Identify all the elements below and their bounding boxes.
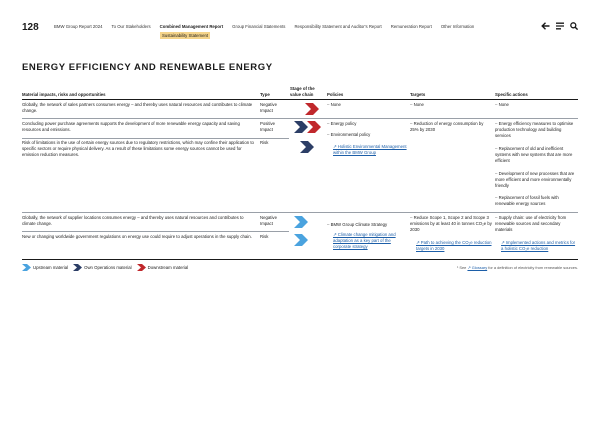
impact-sales-partners: Globally, the network of sales partners consumes energy – and thereby uses natural resources and contributes to climate change. (22, 102, 253, 114)
impact-regulations: New or changing worldwide government regulations on energy use could require to adjust operations in the supply chain. (22, 234, 252, 239)
type-positive: Positive Impact (260, 121, 276, 133)
upstream-arrow-icon (22, 264, 31, 271)
row-divider (22, 138, 289, 139)
action-new-processes: – Development of new processes that are more efficient and more environmentally friendly (495, 171, 578, 190)
main-nav (54, 24, 483, 29)
col-type: Type (260, 91, 270, 97)
value-chain-legend (22, 264, 191, 271)
impact-energy-limitations: Risk of limitations in the use of certain energy sources due to regulatory restrictions, which may confine their application to specific sectors or require physical delivery. As a result of these limitations some energy sources cannot be used for emission reduction measures. (22, 140, 254, 158)
footnote-suffix: for a definition of electricity from renewable sources. (488, 265, 578, 270)
action-supply-chain: – Supply chain: use of electricity from renewable sources and secondary materials (495, 215, 578, 234)
value-chain-own-operations-icon (292, 141, 322, 153)
target-none: – None (410, 102, 492, 108)
top-bar (22, 20, 578, 40)
policy-energy: – Energy policy (327, 121, 407, 127)
target-emission-reduction: – Reduce Scope 1, Scope 2 and Scope 3 emissions by at least 40 in tonnes CO₂e by 2030 (410, 215, 492, 234)
type-risk: Risk (260, 140, 269, 145)
impact-power-purchase: Concluding power purchase agreements supports the development of more renewable energy capacity and saving resources and emissions. (22, 121, 240, 133)
col-policies: Policies (327, 91, 344, 97)
col-impacts: Material impacts, risks and opportunities (22, 91, 106, 97)
row-divider (22, 212, 578, 213)
impact-supplier-locations: Globally, the network of supplier locations consumes energy – and thereby uses natural resources and contributes to climate change. (22, 215, 244, 227)
menu-icon[interactable] (556, 22, 564, 30)
page-number: 128 (22, 22, 39, 33)
legend-own (73, 264, 132, 271)
back-arrow-icon[interactable] (541, 22, 550, 30)
row-divider (22, 231, 289, 232)
row-divider (22, 118, 578, 119)
footnote-prefix: ¹ See (457, 265, 467, 270)
nav-management-report[interactable]: Combined Management Report (159, 24, 224, 29)
own-operations-arrow-icon (73, 264, 82, 271)
col-stage: Stage of the value chain (290, 86, 315, 97)
action-none: – None (495, 102, 578, 108)
value-chain-own-operations-icon (292, 121, 322, 133)
value-chain-upstream-icon (292, 216, 322, 228)
policy-none: – None (327, 102, 407, 108)
action-renewable-energy: – Replacement of fossil fuels with renewable energy sources (495, 195, 578, 207)
policy-environmental: – Environmental policy (327, 132, 407, 138)
link-co2e-actions[interactable]: ↗ Implemented actions and metrics for a holistic CO₂e reduction (501, 240, 576, 252)
header-icons (541, 22, 578, 30)
nav-report[interactable]: BMW Group Report 2024 (54, 24, 103, 29)
type-negative: Negative Impact (260, 102, 277, 114)
search-icon[interactable] (570, 22, 578, 30)
page-title: ENERGY EFFICIENCY AND RENEWABLE ENERGY (22, 62, 273, 73)
legend-upstream (22, 264, 68, 271)
legend-downstream-label: Downstream material (147, 265, 189, 270)
downstream-arrow-icon (137, 264, 146, 271)
nav-responsibility-statement[interactable]: Responsibility Statement and Auditor's Report (294, 24, 382, 29)
action-replace-systems: – Replacement of old and inefficient systems with new systems that are more efficient (495, 146, 578, 165)
table-bottom-rule (22, 259, 578, 260)
col-actions: Specific actions (495, 91, 528, 97)
type-risk: Risk (260, 234, 269, 239)
legend-downstream (137, 264, 189, 271)
table-header (22, 83, 578, 100)
impacts-table (22, 83, 578, 252)
policy-climate-strategy: – BMW Group Climate Strategy (327, 222, 407, 228)
glossary-link[interactable]: ↗ Glossary (467, 265, 488, 270)
legend-upstream-label: Upstream material (33, 265, 69, 270)
action-efficiency-measures: – Energy efficiency measures to optimise production technology and building services (495, 121, 578, 140)
link-climate-mitigation[interactable]: ↗ Climate change mitigation and adaptation as a key part of the corporate strategy (333, 232, 396, 250)
nav-remuneration[interactable]: Remuneration Report (390, 24, 432, 29)
legend-own-label: Own Operations material (84, 265, 132, 270)
nav-stakeholders[interactable]: To Our Stakeholders (111, 24, 151, 29)
subnav-sustainability-statement[interactable]: Sustainability Statement (162, 33, 209, 38)
nav-financial-statements[interactable]: Group Financial Statements (232, 24, 286, 29)
link-environmental-management[interactable]: ↗ Holistic Environmental Management within the BMW Group (333, 144, 407, 156)
value-chain-upstream-icon (292, 234, 322, 246)
link-co2e-path[interactable]: ↗ Path to achieving the CO₂e reduction targets in 2030 (416, 240, 492, 252)
footnote (457, 265, 578, 270)
value-chain-downstream-icon (292, 103, 322, 115)
type-negative: Negative Impact (260, 215, 277, 227)
nav-other-information[interactable]: Other Information (440, 24, 475, 29)
col-targets: Targets (410, 91, 426, 97)
target-energy-reduction: – Reduction of energy consumption by 25% by 2030 (410, 121, 492, 133)
